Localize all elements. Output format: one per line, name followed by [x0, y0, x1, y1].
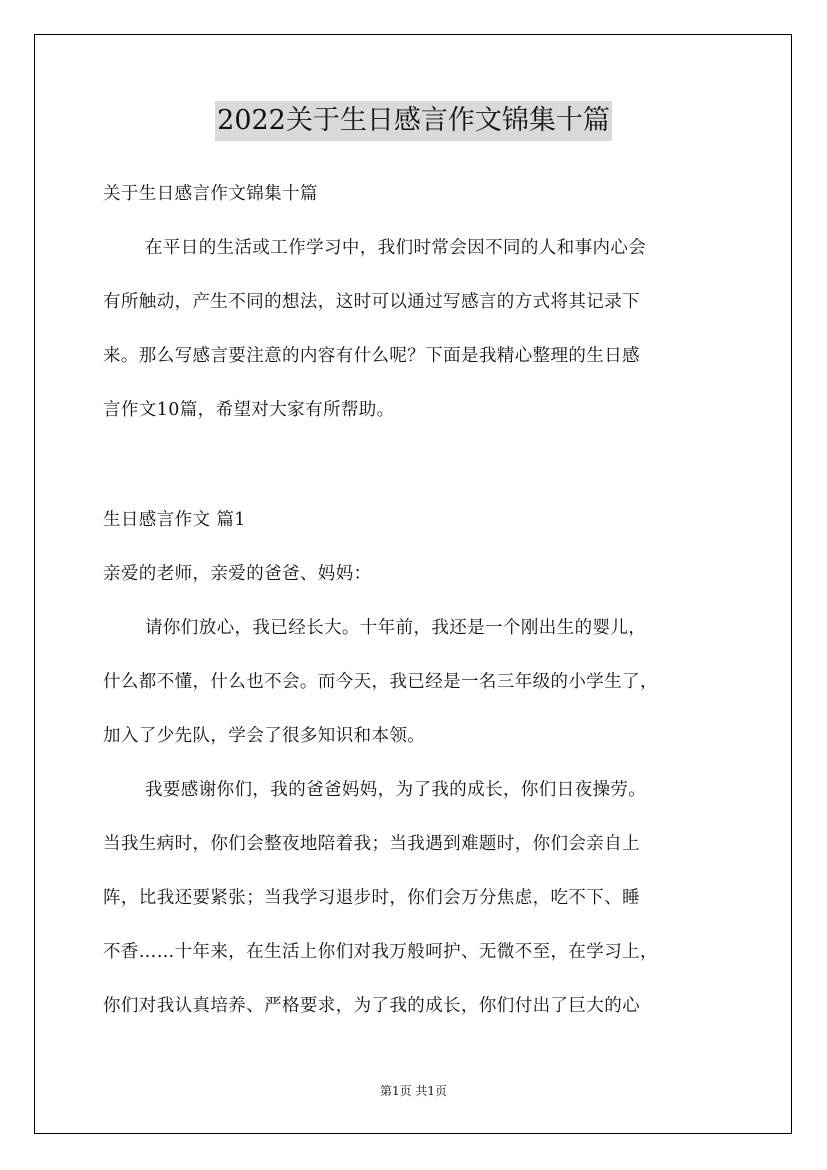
paragraph-line: 我要感谢你们，我的爸爸妈妈，为了我的成长，你们日夜操劳。: [145, 780, 647, 800]
paragraph-line: 言作文10篇，希望对大家有所帮助。: [103, 400, 395, 420]
paragraph-line: 请你们放心，我已经长大。十年前，我还是一个刚出生的婴儿，: [145, 618, 647, 638]
paragraph-line: 当我生病时，你们会整夜地陪着我；当我遇到难题时，你们会亲自上: [103, 834, 640, 854]
paragraph-line: 加入了少先队，学会了很多知识和本领。: [103, 726, 426, 746]
subtitle-line: 关于生日感言作文锦集十篇: [103, 184, 318, 204]
page-number: 第1页 共1页: [379, 1084, 448, 1098]
paragraph-line: 你们对我认真培养、严格要求，为了我的成长，你们付出了巨大的心: [103, 996, 640, 1016]
paragraph-line: 阵，比我还要紧张；当我学习退步时，你们会万分焦虑，吃不下、睡: [103, 888, 640, 908]
paragraph-line: 在平日的生活或工作学习中，我们时常会因不同的人和事内心会: [145, 238, 647, 258]
paragraph-line: 什么都不懂，什么也不会。而今天，我已经是一名三年级的小学生了，: [103, 672, 658, 692]
paragraph-line: 有所触动，产生不同的想法，这时可以通过写感言的方式将其记录下: [103, 292, 640, 312]
salutation-line: 亲爱的老师，亲爱的爸爸、妈妈：: [103, 564, 372, 584]
paragraph-line: 不香……十年来，在生活上你们对我万般呵护、无微不至，在学习上，: [103, 942, 658, 962]
document-title: 2022关于生日感言作文锦集十篇: [215, 101, 612, 141]
paragraph-line: 来。那么写感言要注意的内容有什么呢？下面是我精心整理的生日感: [103, 346, 640, 366]
section-heading: 生日感言作文 篇1: [103, 510, 246, 530]
title-container: [0, 101, 827, 141]
